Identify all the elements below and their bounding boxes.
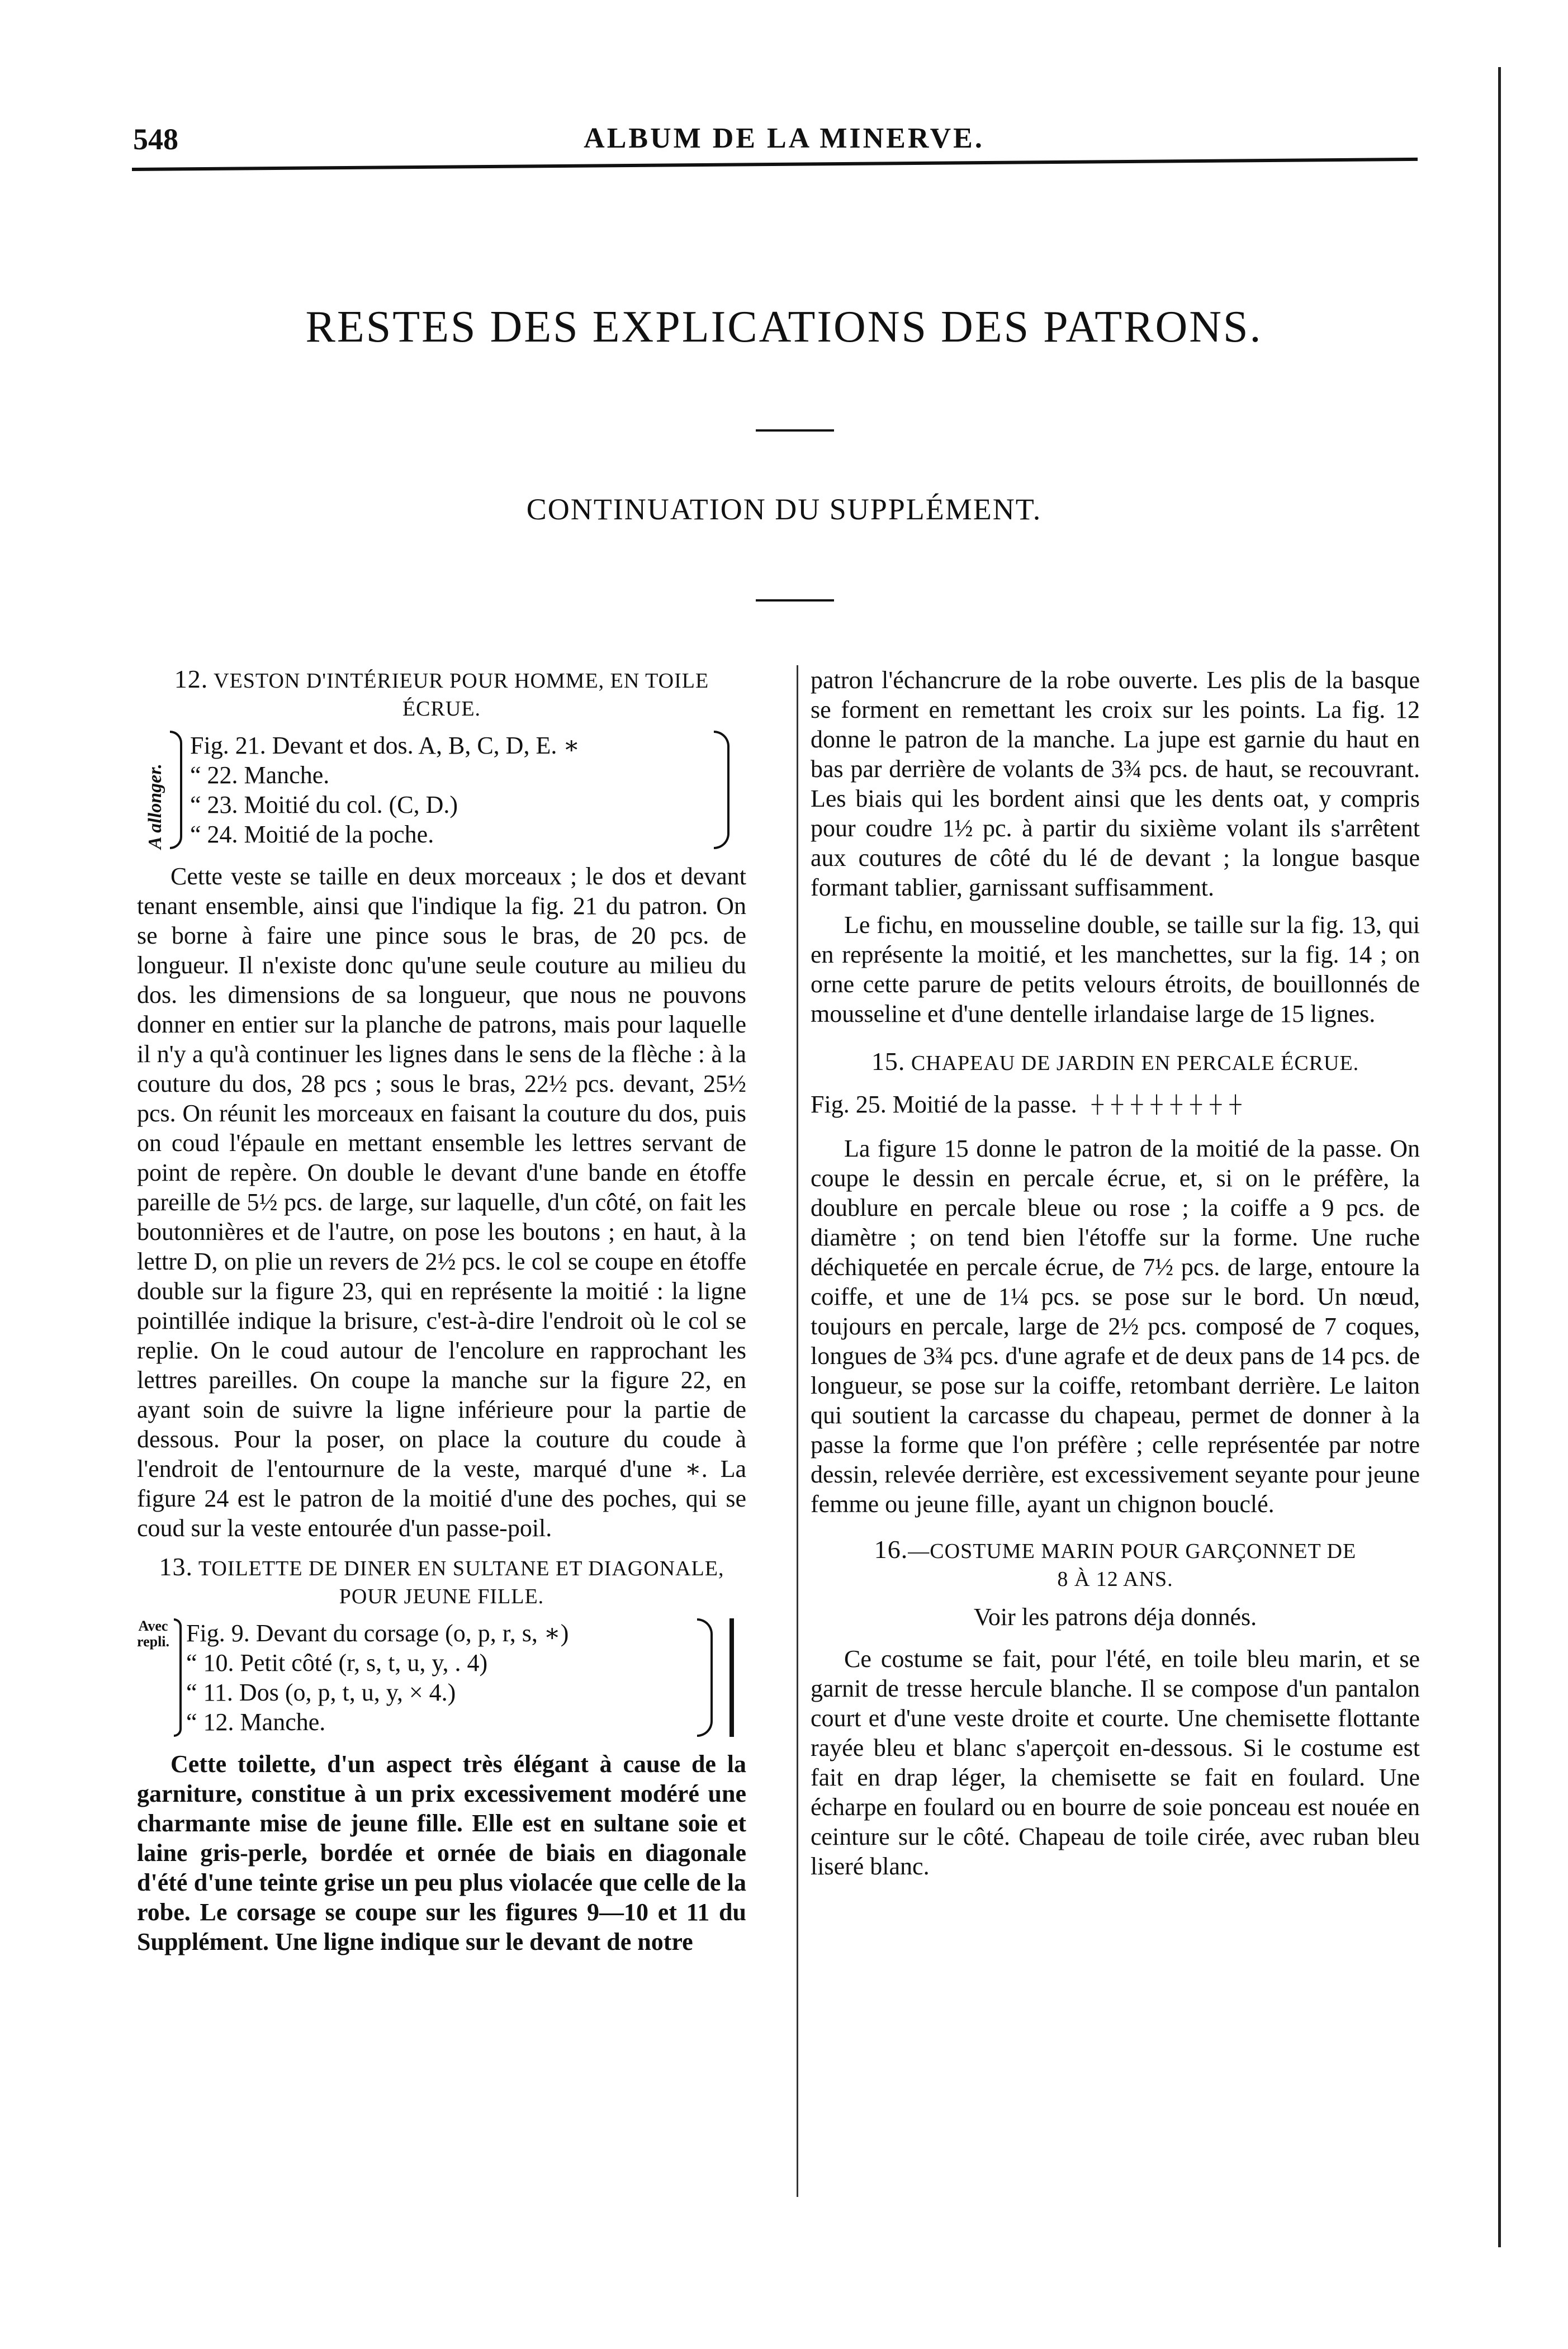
section-13-side-label bbox=[137, 1618, 169, 1737]
left-brace bbox=[170, 731, 182, 849]
section-15 bbox=[811, 1048, 1420, 1519]
section-15-title: CHAPEAU DE JARDIN EN PERCALE ÉCRUE. bbox=[911, 1052, 1359, 1075]
section-12-title-2: ÉCRUE. bbox=[402, 697, 481, 721]
figure-item: “ 10. Petit côté (r, s, t, u, y, . 4) bbox=[186, 1649, 488, 1676]
section-15-number: 15. bbox=[871, 1047, 906, 1076]
binding-edge-line bbox=[1498, 67, 1501, 2247]
left-brace bbox=[174, 1618, 182, 1737]
section-13-text: Cette toilette, d'un aspect très élégant à cause de la garniture, constitue à un prix excessivement modéré une charmante mise de jeune fille. Elle est en sultane soie et laine gris-perle, bordée et ornée de biais en diagonale d'été d'une teinte grise un peu plus violacée que celle de la robe. Le corsage se coupe sur les figures 9—10 et 11 du Supplément. Une ligne indique sur le devant de notre bbox=[137, 1750, 746, 1955]
section-16 bbox=[811, 1536, 1420, 1881]
section-12-number: 12. bbox=[174, 665, 209, 693]
section-13-number: 13. bbox=[159, 1552, 193, 1581]
section-13-text-2: Le fichu, en mousseline double, se taille sur la fig. 13, qui en représente la moitié, et les manchettes, sur la fig. 14 ; on orne cette parure de petits velours étroits, de bouillonnés de mousseline et d'une dentelle irlandaise large de 15 lignes. bbox=[811, 911, 1420, 1027]
section-12 bbox=[137, 665, 746, 1543]
figure-item: “ 23. Moitié du col. (C, D.) bbox=[190, 791, 458, 818]
page-number: 548 bbox=[133, 122, 178, 156]
section-12-title-1: VESTON D'INTÉRIEUR POUR HOMME, EN TOILE bbox=[214, 669, 709, 693]
section-16-title-1: —COSTUME MARIN POUR GARÇONNET DE bbox=[908, 1540, 1357, 1563]
section-15-text: La figure 15 donne le patron de la moitié de la passe. On coupe le dessin en percale écrue, et, si on le préfère, la doublure en percale bleue ou rose ; la coiffe a 9 pcs. de diamètre ; on tend bien l'étoffe sur la forme. Une ruche déchiquetée en percale écrue, de 7½ pcs. de large, entoure la coiffe, et une de 1¼ pcs. se pose sur le bord. Un nœud, toujours en percale, large de 2½ pcs. composé de 7 coques, longues de 3¾ pcs. d'une agrafe et de deux pans de 14 pcs. de longueur, se pose sur la coiffe, retombant derrière. Le laiton qui soutient la carcasse du chapeau, permet de donner à la passe la forme que l'on préfère ; celle représentée par notre dessin, relevée derrière, est excessivement seyante pour jeune femme ou jeune fille, ayant un chignon bouclé. bbox=[811, 1135, 1420, 1518]
title-rule-top bbox=[756, 429, 834, 432]
section-13-figures bbox=[137, 1618, 746, 1737]
running-head: ALBUM DE LA MINERVE. bbox=[584, 122, 984, 154]
left-column bbox=[137, 665, 746, 1964]
right-brace bbox=[714, 731, 729, 849]
section-16-text: Ce costume se fait, pour l'été, en toile bleu marin, et se garnit de tresse hercule blanche. Il se compose d'un pantalon court et d'une veste droite et courte. Une chemisette flottante rayée bleu et blanc s'aperçoit en-dessous. Si le costume est fait en drap léger, la chemisette se fait en foulard. Une écharpe en foulard ou en bourre de soie ponceau est nouée en ceinture sur le côté. Chapeau de toile cirée, avec ruban bleu liseré blanc. bbox=[811, 1645, 1420, 1880]
figure-item: “ 22. Manche. bbox=[190, 761, 330, 789]
section-13-title: TOILETTE DE DINER EN SULTANE ET DIAGONALE, POUR JEUNE FILLE. bbox=[198, 1557, 724, 1608]
figure-list bbox=[186, 1618, 689, 1737]
section-16-note: Voir les patrons déja donnés. bbox=[973, 1603, 1257, 1631]
section-16-title-2: 8 À 12 ANS. bbox=[1057, 1567, 1173, 1591]
section-16-heading bbox=[811, 1536, 1420, 1593]
header-rule bbox=[132, 158, 1418, 171]
section-13 bbox=[137, 1553, 746, 1957]
section-16-number: 16. bbox=[874, 1535, 908, 1564]
figure-item: “ 24. Moitié de la poche. bbox=[190, 821, 434, 848]
figure-item: “ 12. Manche. bbox=[186, 1708, 326, 1736]
right-column bbox=[811, 665, 1420, 1889]
section-12-figures bbox=[137, 731, 746, 849]
section-12-heading bbox=[137, 665, 746, 723]
column-divider bbox=[797, 665, 798, 2197]
section-12-text: Cette veste se taille en deux morceaux ; le dos et devant tenant ensemble, ainsi que l'indique la fig. 21 du patron. On se borne à faire une pince sous le bras, de 20 pcs. de longueur. Il n'existe donc qu'une seule couture au milieu du dos. les dimensions de sa longueur, que nous ne pouvons donner en entier sur la planche de patrons, mais pour laquelle il n'y a qu'à continuer les lignes dans le sens de la flèche : à la couture du dos, 28 pcs ; sous le bras, 22½ pcs. devant, 25½ pcs. On réunit les morceaux en faisant la couture du dos, puis on coud l'épaule en mettant ensemble les lettres servant de point de repère. On double le devant d'une bande en étoffe pareille de 5½ pcs. de large, sur laquelle, d'un côté, on fait les boutonnières et de l'autre, on pose les boutons ; en haut, à la lettre D, on plie un revers de 2½ pcs. le col se coupe en étoffe double sur la figure 23, qui en représente la moitié : la ligne pointillée indique la brisure, c'est-à-dire l'endroit où le col se replie. On le coud autour de l'encolure en rapprochant les lettres pareilles. On coupe la manche sur la figure 22, en ayant soin de suivre la ligne inférieure pour la partie de dessous. Pour la poser, on place la couture du coude à l'endroit de l'entournure de la veste, marqué d'une ∗. La figure 24 est le patron de la moitié d'une des poches, qui se coud sur la veste entourée d'un passe-poil. bbox=[137, 863, 746, 1542]
figure-item: “ 11. Dos (o, p, t, u, y, × 4.) bbox=[186, 1679, 456, 1706]
figure-item: Fig. 9. Devant du corsage (o, p, r, s, ∗) bbox=[186, 1619, 569, 1647]
vertical-bar bbox=[729, 1618, 734, 1737]
side-label-line: Avec bbox=[138, 1618, 168, 1634]
page-title: RESTES DES EXPLICATIONS DES PATRONS. bbox=[305, 302, 1263, 352]
side-label-line: repli. bbox=[137, 1633, 170, 1650]
section-13-heading bbox=[137, 1553, 746, 1611]
arrow-ornament-icon: ┼┼┼┼┼┼┼┼ bbox=[1091, 1095, 1249, 1114]
title-rule-bottom bbox=[756, 599, 834, 602]
right-brace bbox=[697, 1618, 713, 1737]
section-15-figure-line bbox=[811, 1090, 1420, 1119]
figure-caption: Fig. 25. Moitié de la passe. bbox=[811, 1091, 1077, 1118]
figure-item: Fig. 21. Devant et dos. A, B, C, D, E. ∗ bbox=[190, 732, 580, 759]
figure-list bbox=[190, 731, 706, 849]
section-12-side-label: A allonger. bbox=[145, 763, 165, 849]
section-13-text-continued: patron l'échancrure de la robe ouverte. Les plis de la basque se forment en remettant les croix sur les points. La fig. 12 donne le patron de la manche. La jupe est garnie du haut en bas par derrière de volants de 3¾ pcs. de haut, se recouvrant. Les biais qui les bordent ainsi que les dents oat, y compris pour coudre 1½ pc. à partir du sixième volant ils s'arrêtent aux coutures de côté du lé de devant ; la longue basque formant tablier, garnissant suffisamment. bbox=[811, 666, 1420, 901]
page-subtitle: CONTINUATION DU SUPPLÉMENT. bbox=[526, 492, 1042, 526]
section-15-heading bbox=[811, 1048, 1420, 1077]
